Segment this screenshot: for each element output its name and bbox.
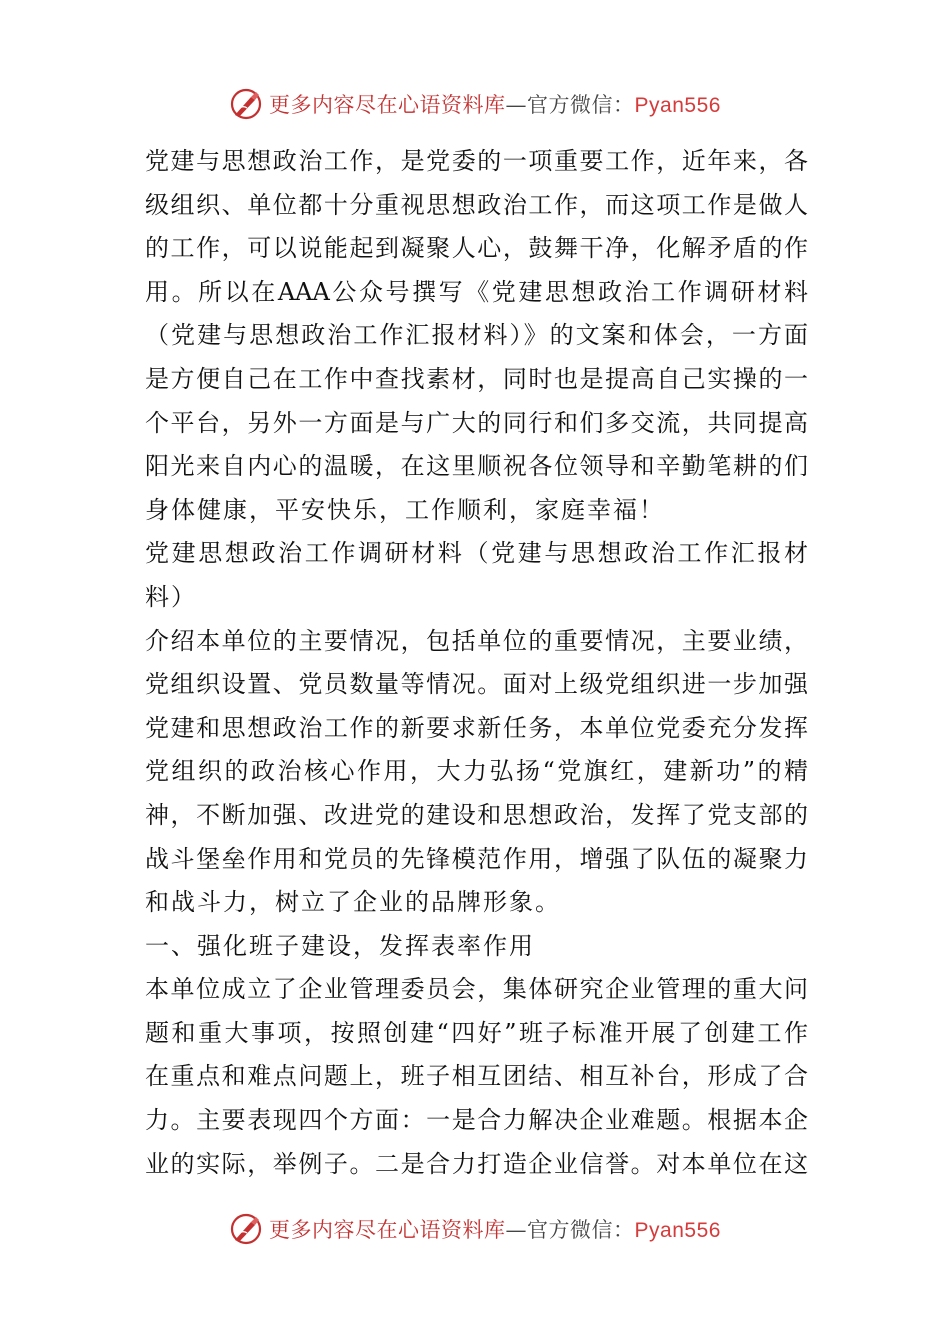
pen-logo-icon (229, 87, 263, 121)
body-line: 介绍本单位的主要情况，包括单位的重要情况，主要业绩， (145, 626, 808, 655)
body-line: 党建和思想政治工作的新要求新任务，本单位党委充分发挥 (145, 713, 808, 742)
section-title-line: 党建思想政治工作调研材料（党建与思想政治工作汇报材 (145, 539, 808, 568)
header-banner-text (269, 89, 721, 119)
body-line: 的工作，可以说能起到凝聚人心，鼓舞干净，化解矛盾的作 (145, 234, 808, 263)
section-heading: 一、强化班子建设，发挥表率作用 (145, 931, 535, 960)
section-title-line: 料） (145, 582, 197, 611)
body-line: 党建与思想政治工作，是党委的一项重要工作，近年来，各 (145, 147, 808, 175)
body-line: 战斗堡垒作用和党员的先锋模范作用，增强了队伍的凝聚力 (145, 844, 808, 873)
body-line: 题和重大事项，按照创建“四好”班子标准开展了创建工作 (145, 1018, 808, 1047)
body-line: 和战斗力，树立了企业的品牌形象。 (145, 888, 561, 917)
footer-wechat-id: Pyan556 (634, 1219, 721, 1242)
footer-wechat-label: 官方微信： (527, 1218, 635, 1242)
body-line: 党组织的政治核心作用，大力弘扬“党旗红，建新功”的精 (145, 757, 808, 786)
body-line: 阳光来自内心的温暖，在这里顺祝各位领导和辛勤笔耕的们 (145, 452, 808, 481)
footer-separator: — (505, 1218, 528, 1242)
body-line: 用。所以在AAA公众号撰写《党建思想政治工作调研材料 (145, 277, 808, 306)
body-line: 是方便自己在工作中查找素材，同时也是提高自己实操的一 (145, 364, 808, 393)
body-line: 在重点和难点问题上，班子相互团结、相互补台，形成了合 (145, 1062, 808, 1091)
header-wechat-label: 官方微信： (527, 93, 635, 117)
pen-logo-icon (229, 1212, 263, 1246)
body-line: 党组织设置、党员数量等情况。面对上级党组织进一步加强 (145, 670, 808, 699)
header-wechat-id: Pyan556 (634, 94, 721, 117)
body-line: 力。主要表现四个方面：一是合力解决企业难题。根据本企 (145, 1106, 808, 1135)
body-line: 本单位成立了企业管理委员会，集体研究企业管理的重大问 (145, 975, 808, 1004)
body-line: （党建与思想政治工作汇报材料）》的文案和体会，一方面 (145, 321, 808, 350)
header-banner (0, 84, 950, 124)
header-promo-text: 更多内容尽在心语资料库 (269, 93, 506, 117)
body-line: 身体健康，平安快乐，工作顺利，家庭幸福！ (145, 495, 665, 524)
body-line: 级组织、单位都十分重视思想政治工作，而这项工作是做人 (145, 190, 808, 219)
footer-banner-text (269, 1214, 721, 1244)
footer-banner (0, 1209, 950, 1249)
footer-promo-text: 更多内容尽在心语资料库 (269, 1218, 506, 1242)
header-separator: — (505, 93, 528, 117)
body-line: 神，不断加强、改进党的建设和思想政治，发挥了党支部的 (145, 800, 808, 829)
body-line: 业的实际，举例子。二是合力打造企业信誉。对本单位在这 (145, 1149, 808, 1178)
document-body (145, 140, 808, 1186)
body-line: 个平台，另外一方面是与广大的同行和们多交流，共同提高 (145, 408, 808, 437)
